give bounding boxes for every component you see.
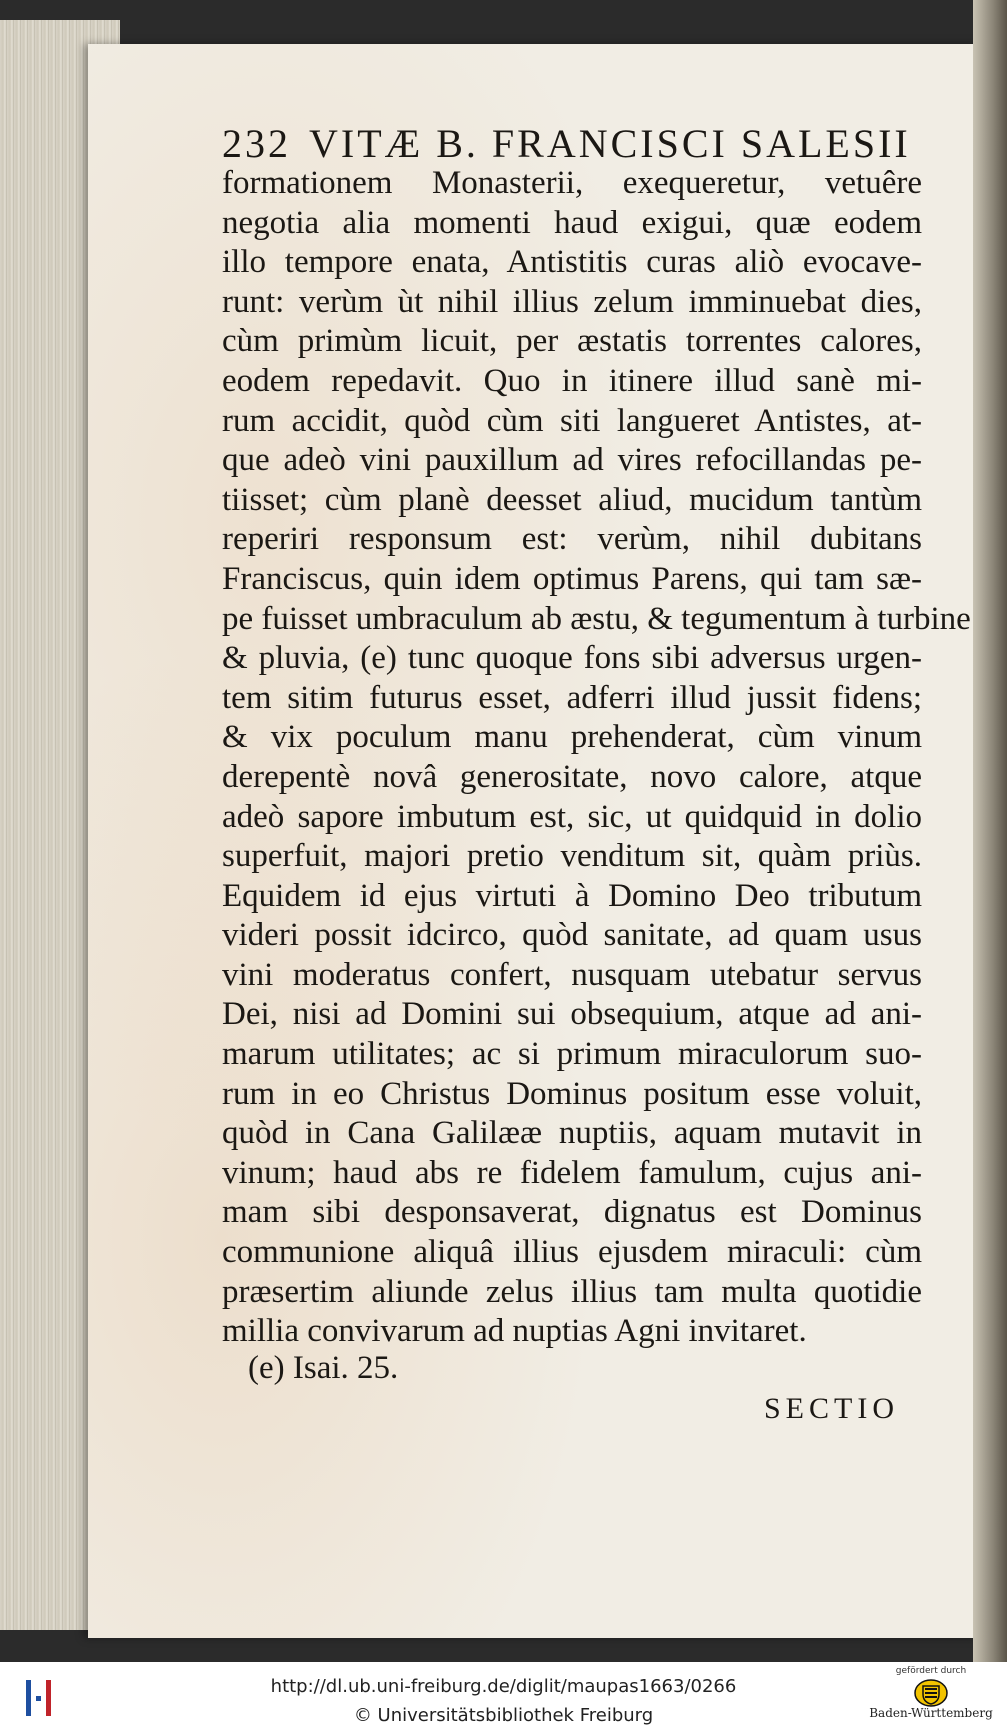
text-line: reperiri responsum est: verùm, nihil dubitans <box>222 521 922 558</box>
text-line: vinum; haud abs re fidelem famulum, cujus ani- <box>222 1154 922 1191</box>
sponsor-name: Baden-Württemberg <box>869 1706 993 1720</box>
footnote: (e) Isai. 25. <box>248 1350 399 1386</box>
text-line: runt: verùm ùt nihil illius zelum imminuebat dies, <box>222 283 922 320</box>
document-url[interactable]: http://dl.ub.uni-freiburg.de/diglit/maupas1663/0266 <box>270 1676 737 1697</box>
text-line: marum utilitates; ac si primum miraculorum suo- <box>222 1036 922 1073</box>
text-lines <box>222 164 971 1352</box>
text-line: adeò sapore imbutum est, sic, ut quidquid in dolio <box>222 798 922 835</box>
text-line: videri possit idcirco, quòd sanitate, ad quam usus <box>222 917 922 954</box>
text-line: pe fuisset umbraculum ab æstu, & tegumentum à turbine <box>222 600 971 637</box>
sponsor-label: gefördert durch <box>895 1666 967 1676</box>
text-line: tem sitim futurus esset, adferri illud jussit fidens; <box>222 679 922 716</box>
text-line: communione aliquâ illius ejusdem miraculi: cùm <box>222 1234 922 1271</box>
page-number: 232 <box>222 121 291 166</box>
text-line: mam sibi desponsaverat, dignatus est Dominus <box>222 1194 922 1231</box>
text-line: quòd in Cana Galilææ nuptiis, aquam mutavit in <box>222 1115 922 1152</box>
text-line: formationem Monasterii, exequeretur, vetuêre <box>222 165 922 201</box>
state-crest-icon <box>913 1678 949 1708</box>
text-line: Dei, nisi ad Domini sui obsequium, atque ad ani- <box>222 996 922 1033</box>
text-line: cùm primùm licuit, per æstatis torrentes calores, <box>222 323 922 360</box>
text-line: negotia alia momenti haud exigui, quæ eodem <box>222 204 922 241</box>
catchword: SECTIO <box>764 1392 899 1425</box>
text-line: vini moderatus confert, nusquam utebatur servus <box>222 956 922 993</box>
running-head-title: VITÆ B. FRANCISCI SALESII <box>309 121 911 166</box>
copyright-notice: © Universitätsbibliothek Freiburg <box>353 1705 654 1726</box>
viewer-footer <box>0 1662 1007 1733</box>
running-head <box>222 121 922 166</box>
text-line: Equidem id ejus virtuti à Domino Deo tributum <box>222 877 922 914</box>
text-line: rum in eo Christus Dominus positum esse voluit, <box>222 1075 922 1112</box>
page-text <box>222 121 971 1352</box>
text-line: Franciscus, quin idem optimus Parens, qui tam sæ- <box>222 560 922 597</box>
text-line: eodem repedavit. Quo in itinere illud sanè mi- <box>222 362 922 399</box>
text-line: illo tempore enata, Antistitis curas aliò evocave- <box>222 244 922 281</box>
text-line: præsertim aliunde zelus illius tam multa quotidie <box>222 1273 922 1310</box>
text-line: superfuit, majori pretio venditum sit, quàm priùs. <box>222 838 922 875</box>
text-line: millia convivarum ad nuptias Agni invitaret. <box>222 1313 807 1350</box>
sponsor-logo <box>866 1666 996 1730</box>
text-line: que adeò vini pauxillum ad vires refocillandas pe- <box>222 442 922 479</box>
text-line: & vix poculum manu prehenderat, cùm vinum <box>222 719 922 756</box>
text-line: tiisset; cùm planè deesset aliud, mucidum tantùm <box>222 481 922 518</box>
text-line: derepentè novâ generositate, novo calore, atque <box>222 758 922 795</box>
next-page-edge <box>973 0 1007 1662</box>
text-line: & pluvia, (e) tunc quoque fons sibi adversus urgen- <box>222 640 922 677</box>
text-line: rum accidit, quòd cùm siti langueret Antistes, at- <box>222 402 922 439</box>
